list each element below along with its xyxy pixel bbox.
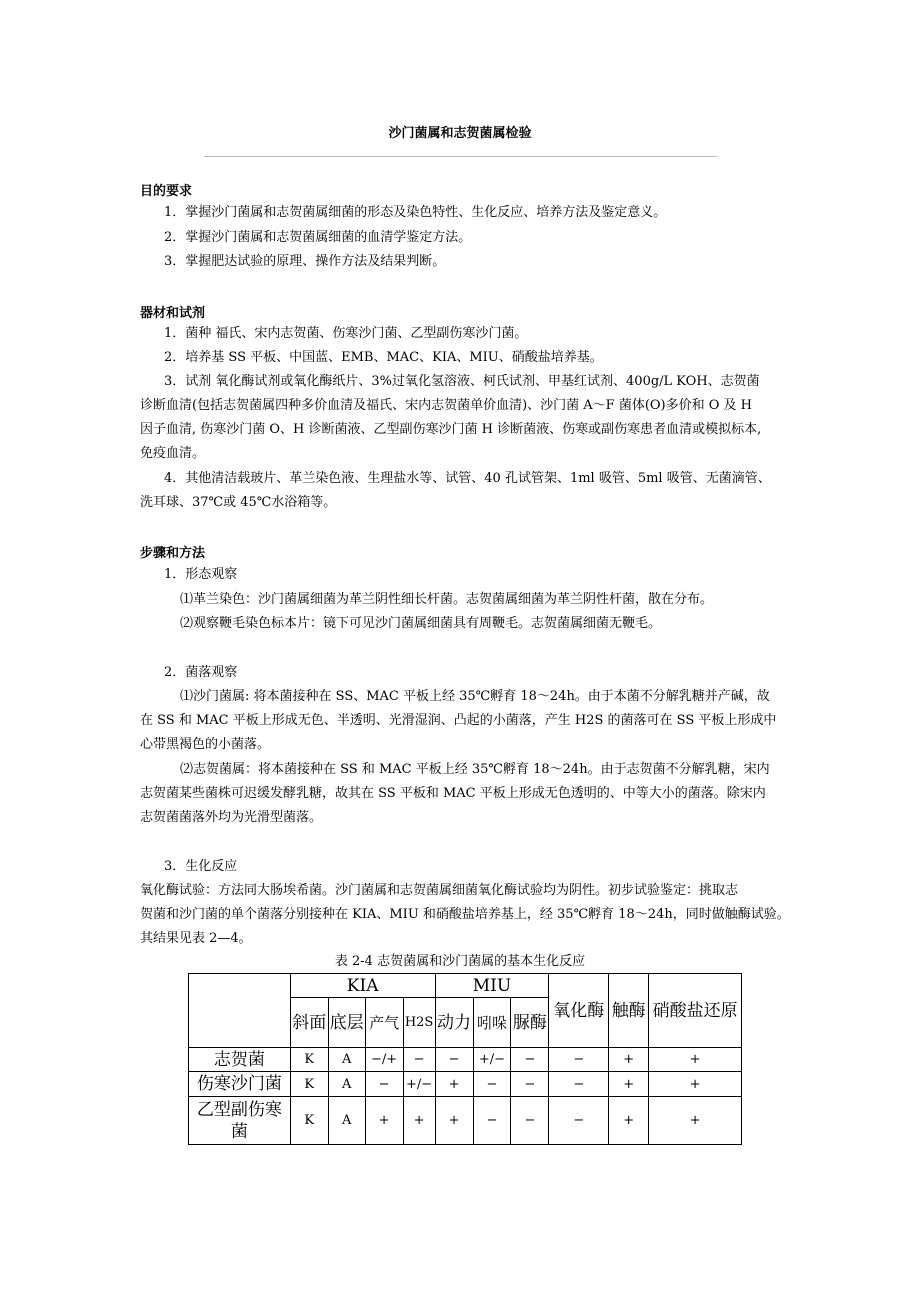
table-subheader: 底层: [328, 998, 365, 1048]
biochemical-table: [188, 973, 742, 1145]
method-paragraph-line: 其结果见表 2—4。: [140, 931, 252, 946]
table-subheader: 斜面: [290, 998, 328, 1048]
material-item: 2．培养基 SS 平板、中国蓝、EMB、MAC、KIA、MIU、硝酸盐培养基。: [164, 350, 603, 365]
method-substep-line: 心带黑褐色的小菌落。: [140, 737, 271, 752]
title-divider: [204, 156, 717, 157]
page-title: 沙门菌属和志贺菌属检验: [388, 126, 532, 141]
table-cell: −: [549, 1072, 609, 1097]
table-cell: +/−: [403, 1072, 435, 1097]
table-subheader: 产气: [365, 998, 403, 1048]
method-step-title: 3．生化反应: [164, 859, 238, 874]
table-cell: −: [473, 1097, 511, 1145]
table-cell: +: [609, 1048, 649, 1072]
material-item-line: 4．其他清洁载玻片、革兰染色液、生理盐水等、试管、40 孔试管架、1ml 吸管、5ml 吸管、无菌滴管、: [164, 471, 771, 486]
table-cell: −: [549, 1097, 609, 1145]
table-cell: +: [649, 1097, 742, 1145]
method-substep-line: ⑴沙门菌属: 将本菌接种在 SS、MAC 平板上经 35℃孵育 18～24h。由于本菌不分解乳糖并产碱，故: [180, 689, 770, 704]
table-cell: −: [549, 1048, 609, 1072]
table-row: [189, 1072, 742, 1097]
table-subheader: 动力: [435, 998, 473, 1048]
table-row: [189, 1097, 742, 1145]
objective-item: 1．掌握沙门菌属和志贺菌属细菌的形态及染色特性、生化反应、培养方法及鉴定意义。: [164, 205, 667, 220]
method-substep-line: 在 SS 和 MAC 平板上形成无色、半透明、光滑湿润、凸起的小菌落，产生 H2S 的菌落可在 SS 平板上形成中: [140, 713, 777, 728]
table-cell: +: [649, 1048, 742, 1072]
method-substep: ⑵观察鞭毛染色标本片：镜下可见沙门菌属细菌具有周鞭毛。志贺菌属细菌无鞭毛。: [180, 616, 662, 631]
row-label: 伤寒沙门菌: [189, 1072, 291, 1097]
table-cell: +: [435, 1072, 473, 1097]
section-heading-objectives: 目的要求: [140, 184, 193, 199]
row-label: 志贺菌: [189, 1048, 291, 1072]
table-row: [189, 1048, 742, 1072]
objective-item: 2．掌握沙门菌属和志贺菌属细菌的血清学鉴定方法。: [164, 230, 472, 245]
table-cell: A: [328, 1097, 365, 1145]
table-cell: A: [328, 1072, 365, 1097]
table-header-row: [189, 974, 742, 998]
method-substep: ⑴革兰染色：沙门菌属细菌为革兰阴性细长杆菌。志贺菌属细菌为革兰阴性杆菌，散在分布。: [180, 592, 714, 607]
material-item-line: 免疫血清。: [140, 446, 206, 461]
method-paragraph-line: 贺菌和沙门菌的单个菌落分别接种在 KIA、MIU 和硝酸盐培养基上，经 35℃孵育 18～24h，同时做触酶试验。: [140, 907, 790, 922]
table-cell: −: [511, 1048, 549, 1072]
table-subheader: 吲哚: [473, 998, 511, 1048]
method-step-title: 2．菌落观察: [164, 665, 238, 680]
table-cell: A: [328, 1048, 365, 1072]
table-cell: +: [609, 1072, 649, 1097]
section-heading-methods: 步骤和方法: [140, 546, 206, 561]
table-cell: +: [435, 1097, 473, 1145]
method-paragraph-line: 氧化酶试验：方法同大肠埃希菌。沙门菌属和志贺菌属细菌氧化酶试验均为阴性。初步试验鉴定：挑取志: [140, 883, 739, 898]
table-header-catalase: 触酶: [609, 974, 649, 1048]
table-cell: K: [290, 1097, 328, 1145]
table-caption: 表 2-4 志贺菌属和沙门菌属的基本生化反应: [334, 954, 586, 969]
table-subheader: H2S: [403, 998, 435, 1048]
material-item-line: 洗耳球、37℃或 45℃水浴箱等。: [140, 495, 337, 510]
table-header-nitrate: 硝酸盐还原: [649, 974, 742, 1048]
objective-item: 3．掌握肥达试验的原理、操作方法及结果判断。: [164, 254, 446, 269]
table-cell: −: [403, 1048, 435, 1072]
table-cell: K: [290, 1072, 328, 1097]
table-cell: +: [649, 1072, 742, 1097]
table-cell: −: [435, 1048, 473, 1072]
table-cell: −: [473, 1072, 511, 1097]
method-substep-line: 志贺菌某些菌株可迟缓发酵乳糖，故其在 SS 平板和 MAC 平板上形成无色透明的、中等大小的菌落。除宋内: [140, 786, 766, 801]
method-step-title: 1．形态观察: [164, 567, 238, 582]
method-substep-line: 志贺菌菌落外均为光滑型菌落。: [140, 810, 323, 825]
material-item-line: 因子血清, 伤寒沙门菌 O、H 诊断菌液、乙型副伤寒沙门菌 H 诊断菌液、伤寒或副伤寒患者血清或模拟标本,: [140, 422, 762, 437]
table-header-oxidase: 氧化酶: [549, 974, 609, 1048]
material-item: 1．菌种 福氏、宋内志贺菌、伤寒沙门菌、乙型副伤寒沙门菌。: [164, 326, 528, 341]
table-cell: −: [511, 1097, 549, 1145]
table-cell: +: [365, 1097, 403, 1145]
method-substep-line: ⑵志贺菌属：将本菌接种在 SS 和 MAC 平板上经 35℃孵育 18～24h。由于志贺菌不分解乳糖，宋内: [180, 762, 770, 777]
table-cell: +: [403, 1097, 435, 1145]
section-heading-materials: 器材和试剂: [140, 306, 206, 321]
table-cell: K: [290, 1048, 328, 1072]
table-cell: +/−: [473, 1048, 511, 1072]
table-cell: −/+: [365, 1048, 403, 1072]
table-cell: +: [609, 1097, 649, 1145]
material-item-line: 3．试剂 氧化酶试剂或氧化酶纸片、3%过氧化氢溶液、柯氏试剂、甲基红试剂、400g/L KOH、志贺菌: [164, 374, 760, 389]
table-corner-cell: [189, 974, 291, 1048]
table-group-kia: KIA: [290, 974, 435, 998]
row-label: 乙型副伤寒菌: [189, 1097, 291, 1145]
table-group-miu: MIU: [435, 974, 549, 998]
table-cell: −: [511, 1072, 549, 1097]
table-subheader: 脲酶: [511, 998, 549, 1048]
material-item-line: 诊断血清(包括志贺菌属四种多价血清及福氏、宋内志贺菌单价血清)、沙门菌 A～F 菌体(O)多价和 O 及 H: [140, 398, 753, 413]
table-cell: −: [365, 1072, 403, 1097]
